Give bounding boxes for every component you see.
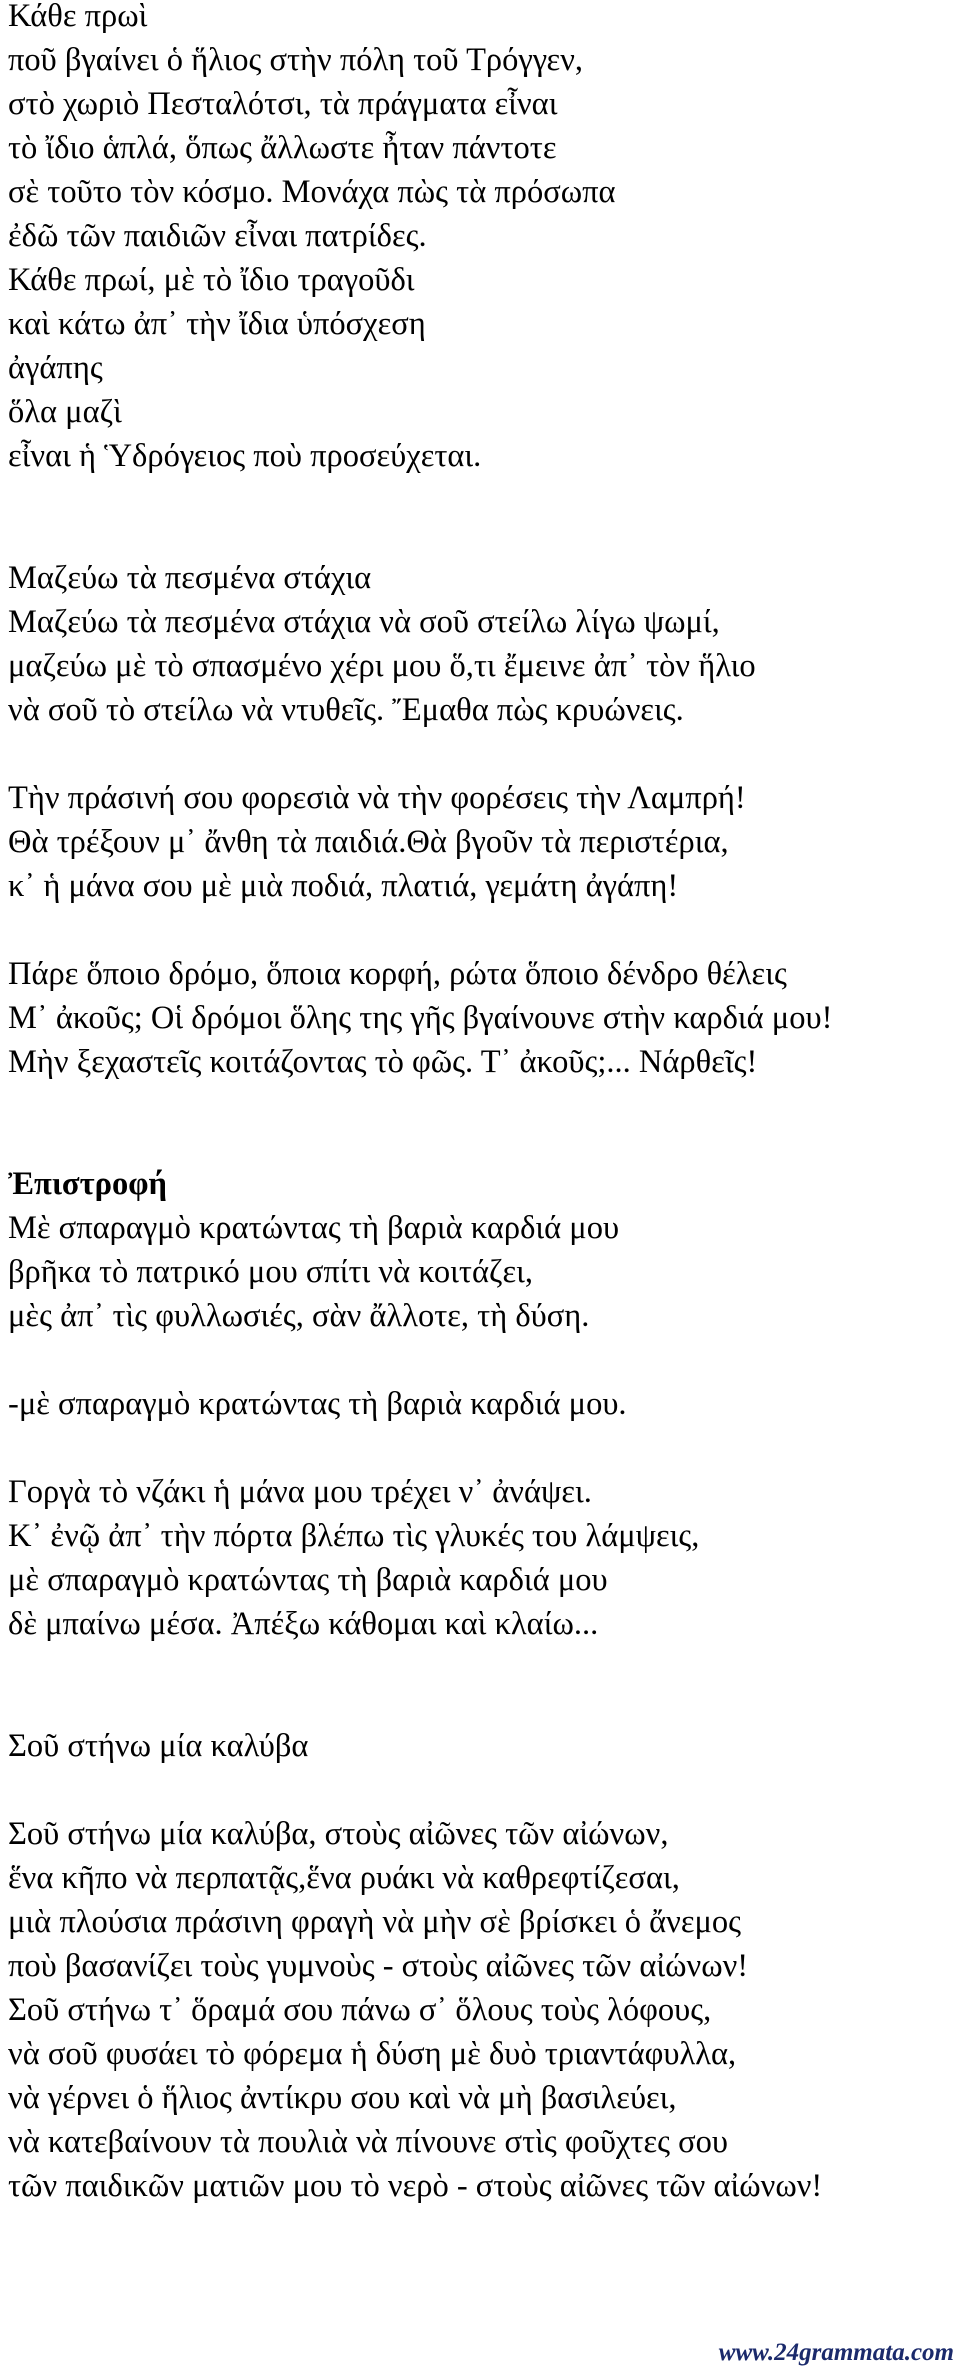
poem-line: Σοῦ στήνω τ᾿ ὅραμά σου πάνω σ᾿ ὅλους τοὺς λόφους, [8, 1992, 712, 2028]
poem-line: Κάθε πρωί, μὲ τὸ ἴδιο τραγοῦδι [8, 262, 415, 298]
poem-title: Ἐπιστροφή [8, 1166, 167, 1202]
poem-line: ἕνα κῆπο νὰ περπατᾷς,ἕνα ρυάκι νὰ καθρεφτίζεσαι, [8, 1860, 680, 1896]
footer-site-url: www.24grammata.com [718, 2339, 954, 2366]
poem-line: νὰ κατεβαίνουν τὰ πουλιὰ νὰ πίνουνε στὶς φοῦχτες σου [8, 2124, 728, 2160]
poem-line: στὸ χωριὸ Πεσταλότσι, τὰ πράγματα εἶναι [8, 86, 558, 122]
poem-line: Σοῦ στήνω μία καλύβα [8, 1728, 309, 1764]
poem-line: εἶναι ἡ Ὑδρόγειος ποὺ προσεύχεται. [8, 438, 482, 474]
poem-line: νὰ σοῦ τὸ στείλω νὰ ντυθεῖς. Ἔμαθα πὼς κρυώνεις. [8, 692, 684, 728]
poem-line: σὲ τοῦτο τὸν κόσμο. Μονάχα πὼς τὰ πρόσωπα [8, 174, 616, 210]
poem-line: καὶ κάτω ἀπ᾿ τὴν ἴδια ὑπόσχεση [8, 306, 426, 342]
poem-line: Κ᾿ ἐνῷ ἀπ᾿ τὴν πόρτα βλέπω τὶς γλυκές του λάμψεις, [8, 1518, 700, 1554]
poem-line: Μαζεύω τὰ πεσμένα στάχια [8, 560, 372, 596]
poem-line: τῶν παιδικῶν ματιῶν μου τὸ νερὸ - στοὺς αἰῶνες τῶν αἰώνων! [8, 2168, 823, 2204]
poem-line: Μ᾿ ἀκοῦς; Οἱ δρόμοι ὅλης της γῆς βγαίνουνε στὴν καρδιά μου! [8, 1000, 833, 1036]
poem-line: -μὲ σπαραγμὸ κρατώντας τὴ βαριὰ καρδιά μου. [8, 1386, 627, 1422]
poem-line: Σοῦ στήνω μία καλύβα, στοὺς αἰῶνες τῶν αἰώνων, [8, 1816, 669, 1852]
poem-line: μὲς ἀπ᾿ τὶς φυλλωσιές, σὰν ἄλλοτε, τὴ δύση. [8, 1298, 590, 1334]
poem-line: μιὰ πλούσια πράσινη φραγὴ νὰ μὴν σὲ βρίσκει ὁ ἄνεμος [8, 1904, 742, 1940]
poem-line: ὅλα μαζὶ [8, 394, 122, 430]
poem-line: ποὺ βασανίζει τοὺς γυμνοὺς - στοὺς αἰῶνες τῶν αἰώνων! [8, 1948, 749, 1984]
poem-line: Μαζεύω τὰ πεσμένα στάχια νὰ σοῦ στείλω λίγω ψωμί, [8, 604, 720, 640]
poem-line: μὲ σπαραγμὸ κρατώντας τὴ βαριὰ καρδιά μου [8, 1562, 608, 1598]
poem-line: ἀγάπης [8, 350, 103, 386]
poem-line: δὲ μπαίνω μέσα. Ἀπέξω κάθομαι καὶ κλαίω... [8, 1606, 599, 1642]
poem-line: Θὰ τρέξουν μ᾿ ἄνθη τὰ παιδιά.Θὰ βγοῦν τὰ περιστέρια, [8, 824, 729, 860]
poem-line: κ᾿ ἡ μάνα σου μὲ μιὰ ποδιά, πλατιά, γεμάτη ἀγάπη! [8, 868, 679, 904]
poem-line: μαζεύω μὲ τὸ σπασμένο χέρι μου ὅ,τι ἔμεινε ἀπ᾿ τὸν ἥλιο [8, 648, 756, 684]
poem-line: νὰ σοῦ φυσάει τὸ φόρεμα ἡ δύση μὲ δυὸ τριαντάφυλλα, [8, 2036, 737, 2072]
poem-line: Πάρε ὅποιο δρόμο, ὅποια κορφή, ρώτα ὅποιο δένδρο θέλεις [8, 956, 787, 992]
poem-line: ποῦ βγαίνει ὁ ἥλιος στὴν πόλη τοῦ Τρόγγεν, [8, 42, 584, 78]
poem-line: τὸ ἴδιο ἁπλά, ὅπως ἄλλωστε ἦταν πάντοτε [8, 130, 557, 166]
poem-line: Κάθε πρωὶ [8, 0, 148, 34]
poem-line: Μὴν ξεχαστεῖς κοιτάζοντας τὸ φῶς. Τ᾿ ἀκοῦς;... Νάρθεῖς! [8, 1044, 758, 1080]
poem-line: βρῆκα τὸ πατρικό μου σπίτι νὰ κοιτάζει, [8, 1254, 533, 1290]
poem-line: Τὴν πράσινή σου φορεσιὰ νὰ τὴν φορέσεις τὴν Λαμπρή! [8, 780, 746, 816]
poem-line: νὰ γέρνει ὁ ἥλιος ἀντίκρυ σου καὶ νὰ μὴ βασιλεύει, [8, 2080, 677, 2116]
poem-line: Μὲ σπαραγμὸ κρατώντας τὴ βαριὰ καρδιά μου [8, 1210, 620, 1246]
poem-line: Γοργὰ τὸ νζάκι ἡ μάνα μου τρέχει ν᾿ ἀνάψει. [8, 1474, 592, 1510]
poem-line: ἐδῶ τῶν παιδιῶν εἶναι πατρίδες. [8, 218, 427, 254]
